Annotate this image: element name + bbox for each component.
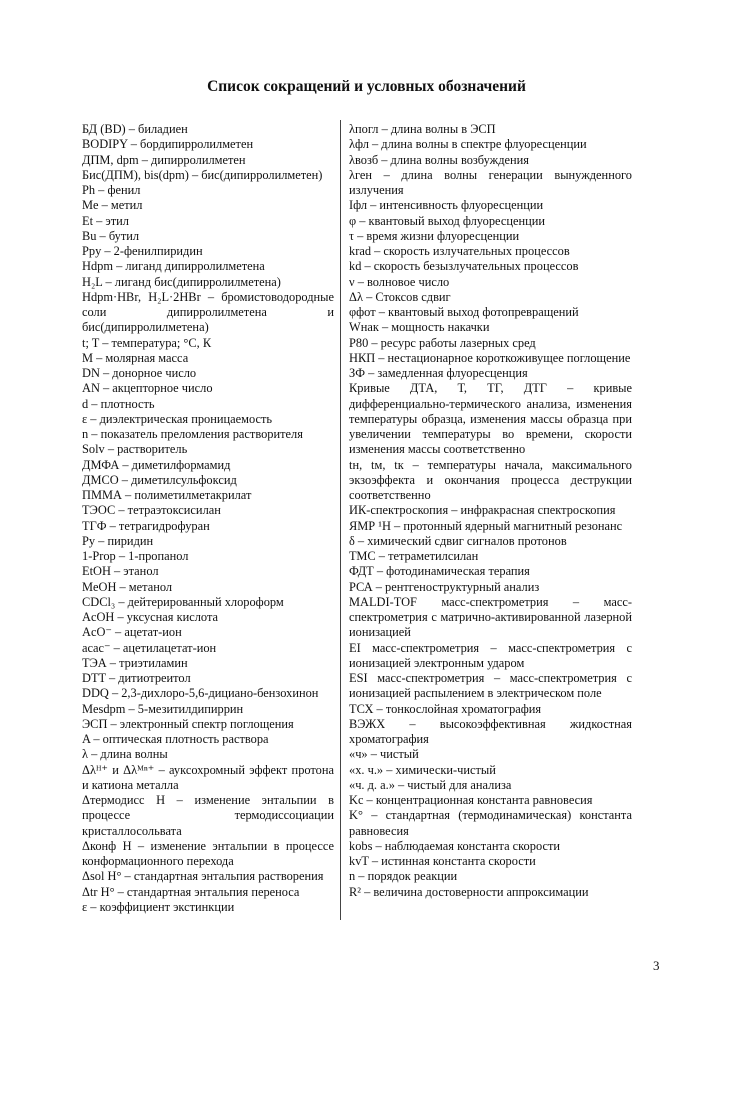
abbreviation-entry: «ч. д. а.» – чистый для анализа [349,777,512,792]
abbreviation-entry: H₂L – лиганд бис(дипирролилметена) [82,274,281,289]
abbreviation-entry: Et – этил [82,213,129,228]
abbreviation-entry: Δsol H° – стандартная энтальпия растворения [82,869,324,884]
abbreviation-entry: Wнак – мощность накачки [349,320,490,335]
abbreviation-entry: Hdpm – лиганд дипирролилметена [82,259,265,274]
abbreviation-entry: ESI масс-спектрометрия – масс-спектрометрия с ионизацией распылением в электрическом поле [349,671,632,701]
abbreviation-entry: DTT – дитиотреитол [82,671,191,685]
abbreviation-entry: n – показатель преломления растворителя [82,427,303,441]
abbreviation-entry: НКП – нестационарное короткоживущее поглощение [349,350,631,365]
abbreviation-entry: ФДТ – фотодинамическая терапия [349,564,530,579]
abbreviation-entry: 1-Prop – 1-пропанол [82,549,189,563]
abbreviation-entry: λпогл – длина волны в ЭСП [349,122,496,136]
abbreviation-entry: Δтермодисс H – изменение энтальпии в процессе термодиссоциации кристаллосольвата [82,793,334,838]
abbreviation-entry: AcO⁻ – ацетат-ион [82,625,182,640]
abbreviation-entry: DN – донорное число [82,366,197,380]
abbreviation-entry: τ – время жизни флуоресценции [349,228,520,243]
abbreviation-entry: ТГФ – тетрагидрофуран [82,518,210,533]
abbreviation-entry: ЭСП – электронный спектр поглощения [82,716,294,731]
abbreviation-entry: AcOH – уксусная кислота [82,610,219,624]
abbreviation-entry: Ph – фенил [82,183,141,197]
abbreviation-entry: λген – длина волны генерации вынужденного излучения [349,167,632,197]
abbreviation-entry: Δtr H° – стандартная энтальпия переноса [82,884,300,899]
abbreviation-entry: Кривые ДТА, Т, ТГ, ДТГ – кривые дифференциально-термического анализа, изменения температуры образца, изменения массы образца при увеличении температуры во времени, скорости изменения массы соответственно [349,381,632,457]
abbreviation-entry: λфл – длина волны в спектре флуоресценции [349,137,587,152]
abbreviation-entry: λвозб – длина волны возбуждения [349,152,529,167]
abbreviation-entry: kobs – наблюдаемая константа скорости [349,838,560,853]
abbreviation-entry: EI масс-спектрометрия – масс-спектрометрия с ионизацией электронным ударом [349,640,632,670]
abbreviation-entry: φфот – квантовый выход фотопревращений [349,305,579,319]
abbreviation-entry: K° – стандартная (термодинамическая) константа равновесия [349,808,632,838]
abbreviation-entry: δ – химический сдвиг сигналов протонов [349,533,567,548]
abbreviation-entry: БД (BD) – биладиен [82,122,188,136]
left-column [82,122,334,915]
abbreviation-entry: ДМФА – диметилформамид [82,457,231,472]
abbreviation-entry: MALDI-TOF масс-спектрометрия – масс-спектрометрия с матрично-активированной лазерной ионизацией [349,594,632,640]
abbreviation-entry: Py – пиридин [82,533,154,548]
abbreviation-entry: ВЭЖХ – высокоэффективная жидкостная хроматография [349,716,632,746]
page-title: Список сокращений и условных обозначений [207,78,526,95]
abbreviation-entry: Δλ – Стоксов сдвиг [349,289,451,304]
abbreviation-entry: Solv – растворитель [82,442,188,457]
abbreviation-entry: EtOH – этанол [82,564,159,579]
abbreviation-entry: Iфл – интенсивность флуоресценции [349,198,544,213]
abbreviation-entry: MeOH – метанол [82,579,173,594]
column-divider [340,120,341,920]
abbreviation-entry: «х. ч.» – химически-чистый [349,762,496,777]
abbreviation-entry: ДПМ, dpm – дипирролилметен [82,152,246,167]
abbreviation-entry: ИК-спектроскопия – инфракрасная спектроскопия [349,503,616,518]
abbreviation-entry: kd – скорость безызлучательных процессов [349,259,579,274]
abbreviation-entry: ПММА – полиметилметакрилат [82,488,252,502]
abbreviation-entry: A – оптическая плотность раствора [82,732,269,746]
abbreviation-entry: R² – величина достоверности аппроксимации [349,884,589,899]
right-column [349,122,632,900]
abbreviation-entry: tн, tм, tк – температуры начала, максимального экзоэффекта и окончания процесса деструкции соответственно [349,457,632,502]
abbreviation-entry: kvT – истинная константа скорости [349,854,536,868]
abbreviation-entry: λ – длина волны [82,747,168,762]
abbreviation-entry: ДМСО – диметилсульфоксид [82,472,237,487]
abbreviation-entry: DDQ – 2,3-дихлоро-5,6-дициано-бензохинон [82,686,319,701]
abbreviation-entry: ТМС – тетраметилсилан [349,549,479,563]
abbreviation-entry: CDCl₃ – дейтерированный хлороформ [82,594,284,609]
abbreviation-entry: Δконф H – изменение энтальпии в процессе конформационного перехода [82,838,334,868]
abbreviation-entry: РСА – рентгеноструктурный анализ [349,579,540,594]
abbreviation-entry: φ – квантовый выход флуоресценции [349,213,546,228]
abbreviation-entry: ν – волновое число [349,274,450,289]
abbreviation-entry: Bu – бутил [82,228,140,243]
abbreviation-entry: t; T – температура; °С, К [82,335,212,350]
abbreviation-entry: P80 – ресурс работы лазерных сред [349,335,536,350]
abbreviation-entry: «ч» – чистый [349,747,419,762]
abbreviation-entry: krad – скорость излучательных процессов [349,244,570,258]
abbreviation-entry: M – молярная масса [82,350,189,365]
abbreviation-entry: ТЭОС – тетраэтоксисилан [82,503,221,518]
abbreviation-entry: BODIPY – бордипирролилметен [82,137,254,152]
abbreviation-entry: ЗФ – замедленная флуоресценция [349,366,528,380]
abbreviation-entry: Бис(ДПМ), bis(dpm) – бис(дипирролилметен) [82,167,323,182]
abbreviation-entry: Mesdpm – 5-мезитилдипиррин [82,701,244,716]
abbreviation-entry: d – плотность [82,396,155,411]
abbreviation-entry: Kс – концентрационная константа равновесия [349,793,593,807]
abbreviation-entry: Hdpm·HBr, H₂L·2HBr – бромистоводородные соли дипирролилметена и бис(дипирролилметена) [82,289,334,335]
abbreviation-entry: ТЭА – триэтиламин [82,655,188,670]
abbreviation-entry: n – порядок реакции [349,869,458,884]
abbreviation-entry: AN – акцепторное число [82,381,213,396]
abbreviation-entry: ЯМР ¹H – протонный ядерный магнитный резонанс [349,518,623,533]
abbreviation-entry: ТСХ – тонкослойная хроматография [349,701,542,716]
abbreviation-entry: Ppy – 2-фенилпиридин [82,244,203,258]
abbreviation-entry: Me – метил [82,198,143,213]
abbreviation-entry: acac⁻ – ацетилацетат-ион [82,640,217,655]
abbreviation-entry: ε – коэффициент экстинкции [82,899,235,914]
abbreviation-entry: Δλᴴ⁺ и Δλᴹⁿ⁺ – ауксохромный эффект протона и катиона металла [82,762,334,792]
page-number: 3 [653,958,660,973]
abbreviation-entry: ε – диэлектрическая проницаемость [82,411,273,426]
